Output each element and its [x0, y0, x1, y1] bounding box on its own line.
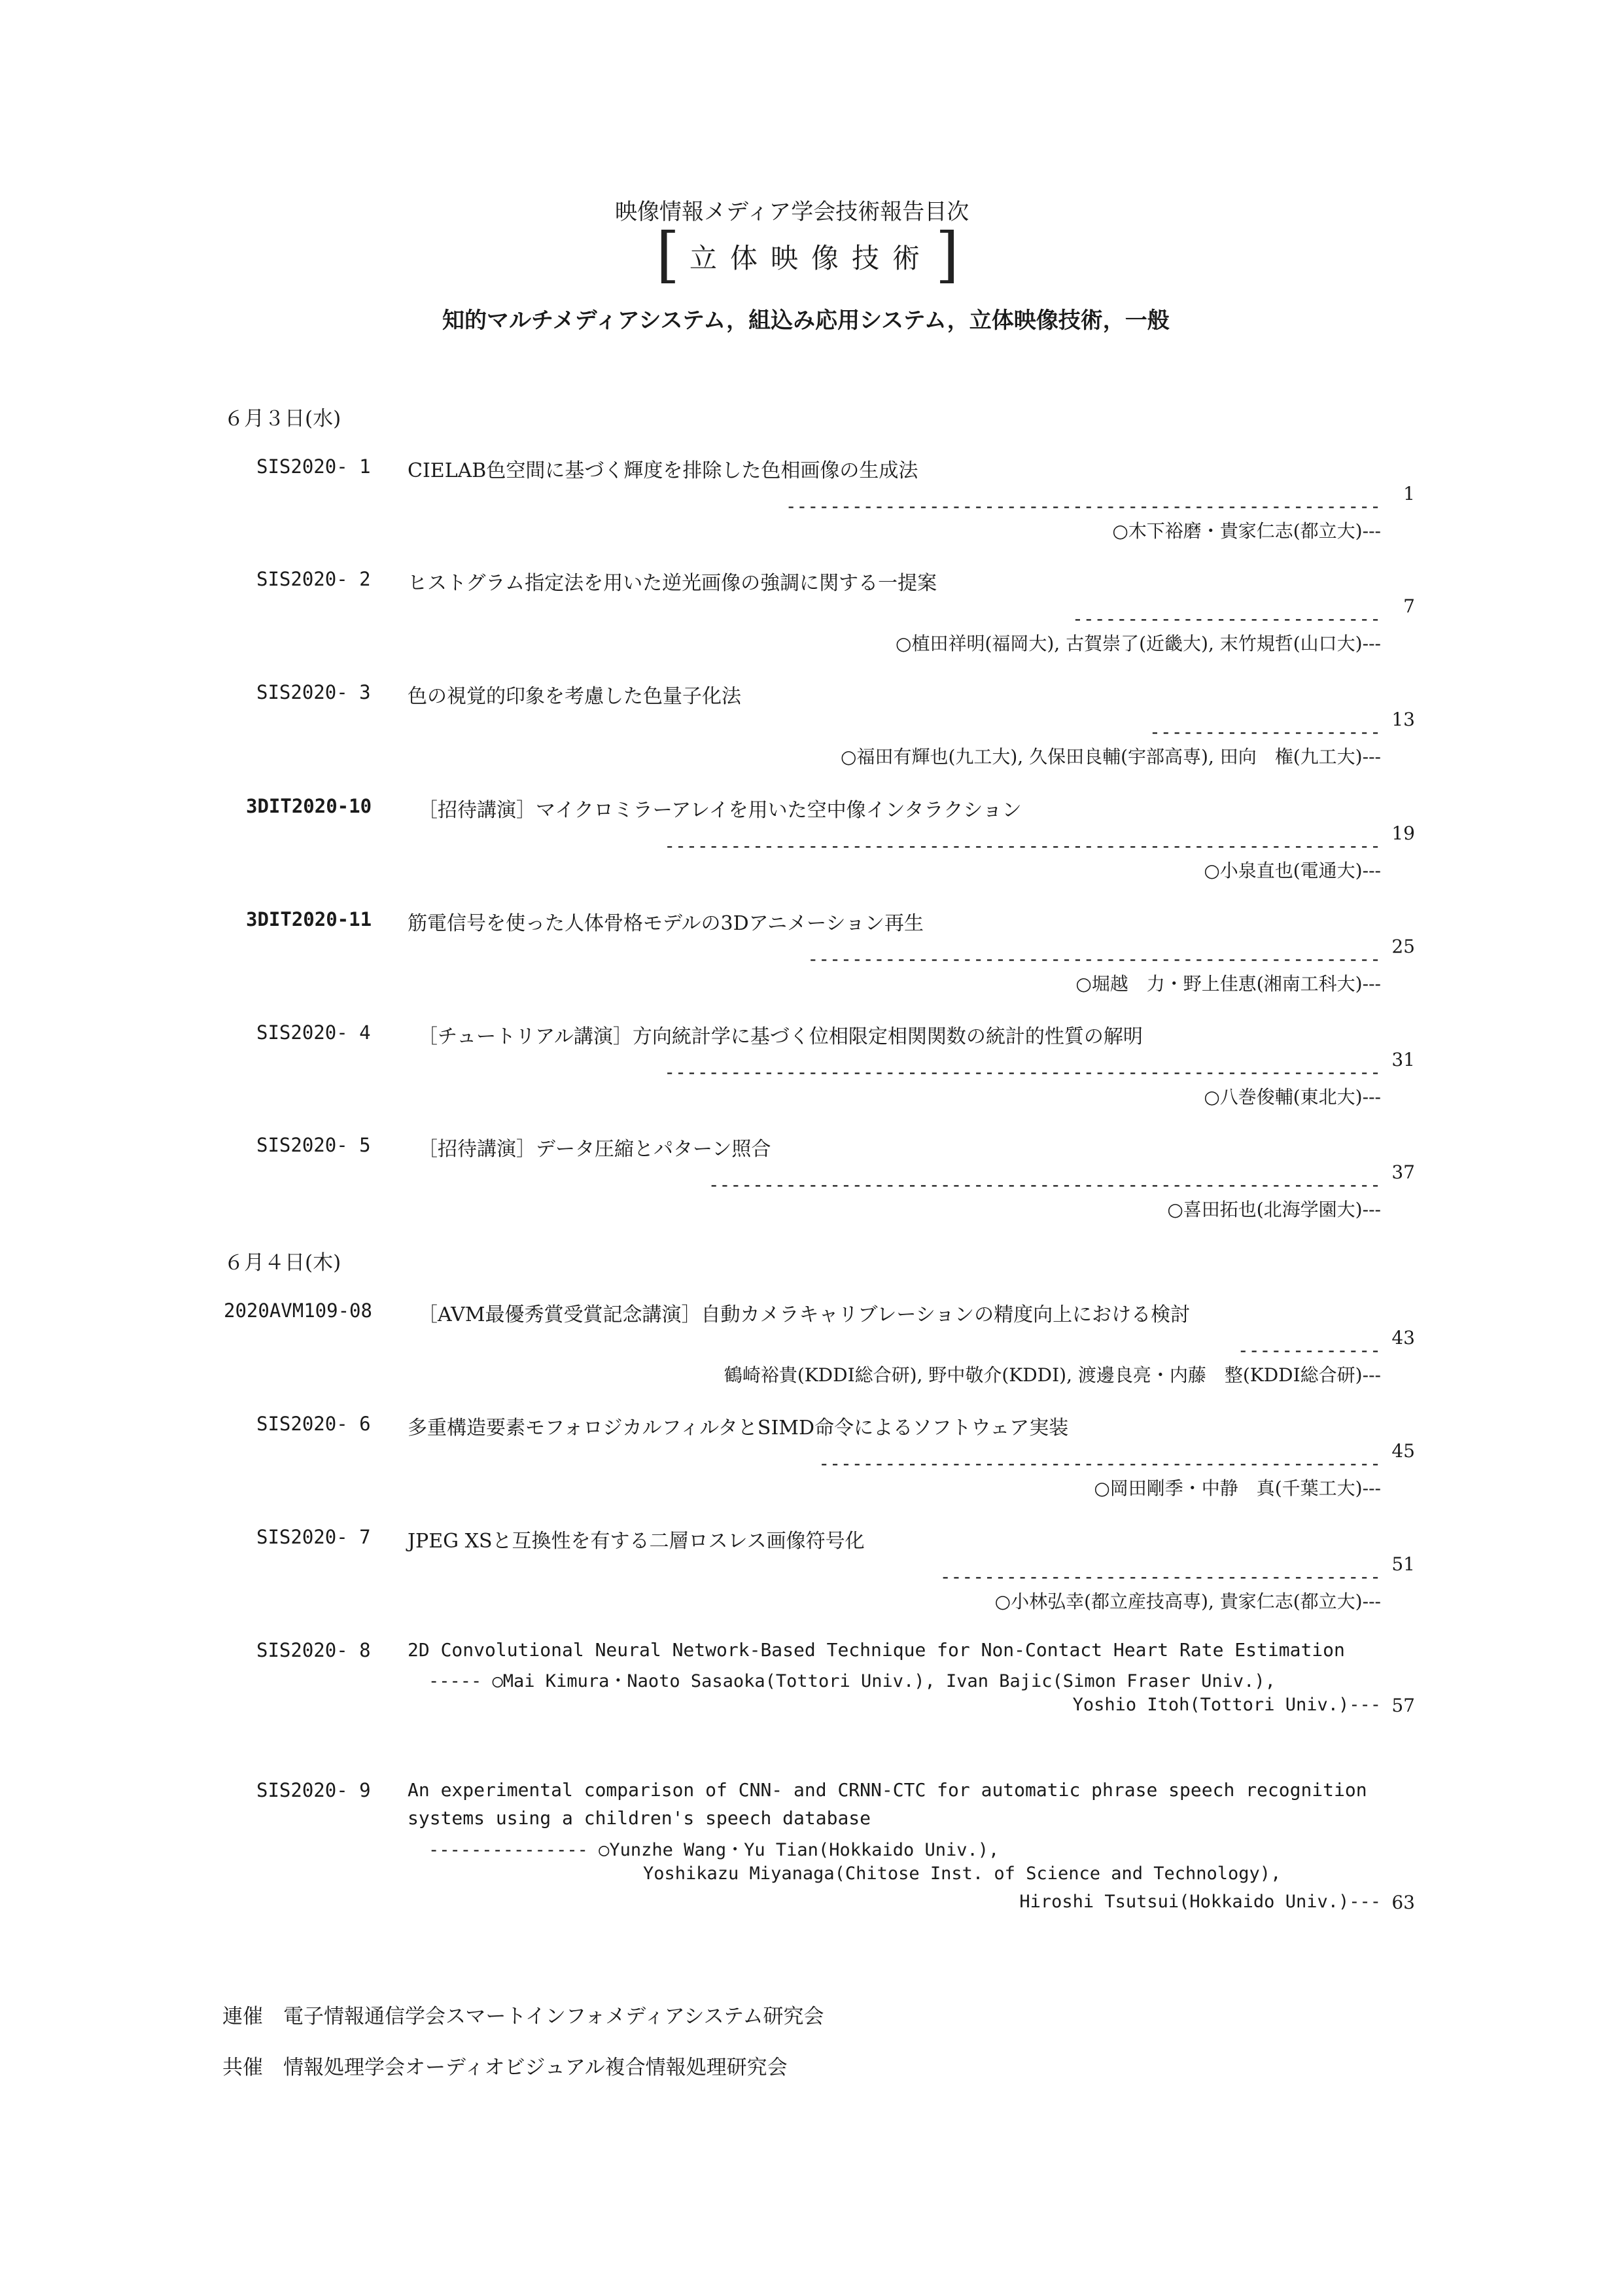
header-line: 映像情報メディア学会技術報告目次 [615, 199, 969, 225]
entry-author-line: --------------- ○Yunzhe Wang・Yu Tian(Hokkaido Univ.), [428, 1840, 1000, 1860]
entry-authors: ○木下裕磨・貴家仁志(都立大)--- [1112, 520, 1381, 542]
entry-title: 2D Convolutional Neural Network-Based Technique for Non-Contact Heart Rate Estimation [408, 1639, 1345, 1661]
entry-title-continued: systems using a children's speech database [408, 1807, 871, 1829]
entry-title: An experimental comparison of CNN- and CRNN-CTC for automatic phrase speech recognition [408, 1779, 1367, 1801]
leader-dashes: ------------------------------------------------------ [785, 495, 1381, 517]
entry-author-line [695, 1161, 1381, 1234]
entry-code: SIS2020- 7 [256, 1526, 371, 1548]
page-subtitle: 立体映像技術 [689, 242, 934, 274]
entry-code: SIS2020- 8 [256, 1639, 371, 1661]
entry-title: 多重構造要素モフォロジカルフィルタとSIMD命令によるソフトウェア実装 [408, 1417, 1069, 1439]
entry-page: 25 [1391, 936, 1415, 957]
entry-code: SIS2020- 3 [256, 681, 371, 703]
entry-title: 色の視覚的印象を考慮した色量子化法 [408, 685, 741, 708]
bracket-left: [ [656, 220, 680, 290]
entry-page: 13 [1391, 709, 1415, 730]
entry-authors: ○小泉直也(電通大)--- [1204, 860, 1381, 881]
entry-code: SIS2020- 2 [256, 568, 371, 590]
day-date: ６月４日(木) [224, 1251, 341, 1275]
entry-title: ［招待講演］マイクロミラーアレイを用いた空中像インタラクション [418, 799, 1022, 822]
subjects-line: 知的マルチメディアシステム，組込み応用システム，立体映像技術，一般 [442, 308, 1170, 334]
entry-author-line [651, 1049, 1381, 1122]
entry-authors: ○植田祥明(福岡大), 古賀崇了(近畿大), 末竹規哲(山口大)--- [896, 633, 1381, 654]
entry-page: 7 [1403, 595, 1415, 617]
entry-authors: ○小林弘幸(都立産技高専), 貴家仁志(都立大)--- [994, 1591, 1381, 1612]
entry-author-line [926, 1553, 1381, 1626]
entry-page: 37 [1391, 1161, 1415, 1183]
entry-authors: ○堀越 力・野上佳恵(湘南工科大)--- [1075, 973, 1381, 995]
leader-dashes: ----------------------------------------------------------------- [664, 1061, 1381, 1083]
leader-dashes: ------------------------------------------------------------- [708, 1174, 1381, 1195]
entry-page: 43 [1391, 1327, 1415, 1349]
day-date: ６月３日(水) [224, 407, 341, 431]
co-sponsor-line: 共催 情報処理学会オーディオビジュアル複合情報処理研究会 [222, 2056, 788, 2079]
entry-code: 2020AVM109-08 [224, 1299, 372, 1322]
co-host-line: 連催 電子情報通信学会スマートインフォメディアシステム研究会 [222, 2005, 824, 2028]
entry-title: ［招待講演］データ圧縮とパターン照合 [418, 1138, 771, 1161]
entry-author-line [882, 595, 1381, 668]
entry-authors: Yoshio Itoh(Tottori Univ.)--- [1072, 1695, 1381, 1715]
entry-title: ［チュートリアル講演］方向統計学に基づく位相限定相関関数の統計的性質の解明 [418, 1025, 1143, 1048]
entry-title: ［AVM最優秀賞受賞記念講演］自動カメラキャリブレーションの精度向上における検討 [418, 1303, 1191, 1326]
entry-title: 筋電信号を使った人体骨格モデルの3Dアニメーション再生 [408, 912, 924, 935]
entry-authors: ○八巻俊輔(東北大)--- [1204, 1086, 1381, 1108]
leader-dashes: ----------------------------------------------------------------- [664, 835, 1381, 857]
leader-dashes: --------------------------------------------------- [818, 1453, 1381, 1474]
entry-code: 3DIT2020-10 [246, 795, 372, 817]
entry-page: 57 [1391, 1695, 1415, 1716]
entry-author-line [651, 822, 1381, 895]
entry-authors: ○喜田拓也(北海学園大)--- [1167, 1199, 1381, 1220]
entry-code: SIS2020- 4 [256, 1021, 371, 1044]
entry-page: 1 [1403, 483, 1415, 504]
entry-page: 19 [1391, 822, 1415, 844]
entry-authors: ○岡田剛季・中静 真(千葉工大)--- [1094, 1477, 1381, 1499]
entry-title: CIELAB色空間に基づく輝度を排除した色相画像の生成法 [408, 459, 918, 482]
leader-dashes: ---------------------------------------- [939, 1566, 1381, 1587]
entry-code: SIS2020- 1 [256, 455, 371, 478]
leader-dashes: ---------------------------- [1072, 608, 1381, 629]
entry-author-line: Yoshikazu Miyanaga(Chitose Inst. of Science and Technology), [643, 1863, 1282, 1884]
bracket-right: ] [935, 220, 959, 290]
entry-title: JPEG XSと互換性を有する二層ロスレス画像符号化 [408, 1530, 865, 1553]
entry-authors: 鶴崎裕貴(KDDI総合研), 野中敬介(KDDI), 渡邊良亮・内藤 整(KDDI総合研)--- [724, 1364, 1381, 1386]
entry-title: ヒストグラム指定法を用いた逆光画像の強調に関する一提案 [408, 572, 937, 595]
entry-author-line [805, 1440, 1381, 1513]
entry-page: 51 [1391, 1553, 1415, 1575]
leader-dashes: ------------- [1237, 1339, 1381, 1361]
entry-code: SIS2020- 6 [256, 1413, 371, 1435]
entry-author-line [794, 936, 1381, 1008]
entry-page: 63 [1391, 1892, 1415, 1913]
entry-code: 3DIT2020-11 [246, 908, 372, 930]
entry-page: 31 [1391, 1049, 1415, 1070]
entry-author-line [710, 1327, 1381, 1400]
entry-code: SIS2020- 5 [256, 1134, 371, 1156]
entry-author-line: ----- ○Mai Kimura・Naoto Sasaoka(Tottori Univ.), Ivan Bajic(Simon Fraser Univ.), [428, 1671, 1276, 1691]
entry-page: 45 [1391, 1440, 1415, 1462]
entry-authors: ○福田有輝也(九工大), 久保田良輔(宇部高専), 田向 権(九工大)--- [841, 746, 1381, 768]
entry-author-line [828, 709, 1381, 781]
leader-dashes: ---------------------------------------------------- [807, 948, 1381, 970]
entry-code: SIS2020- 9 [256, 1779, 371, 1801]
entry-authors: Hiroshi Tsutsui(Hokkaido Univ.)--- [1019, 1892, 1381, 1912]
leader-dashes: --------------------- [1149, 721, 1381, 743]
entry-author-line [772, 483, 1381, 556]
